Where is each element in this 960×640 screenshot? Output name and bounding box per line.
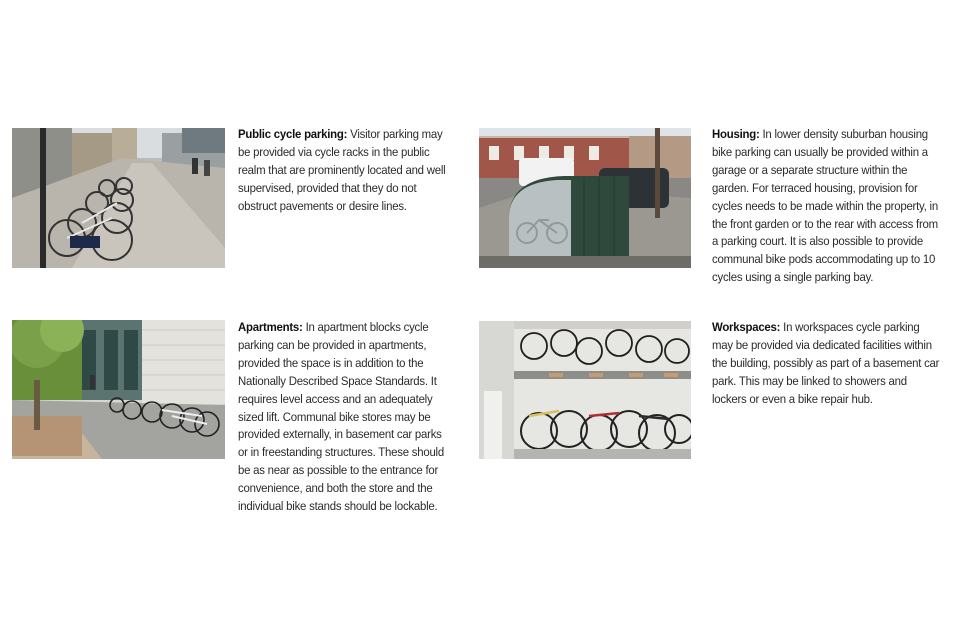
- apartment-bike-stands-photo: [12, 320, 225, 459]
- apartments-text: [238, 319, 448, 516]
- public-cycle-parking-heading: Public cycle parking:: [238, 127, 348, 141]
- housing-heading: Housing:: [712, 127, 760, 141]
- bike-pod-photo: [479, 128, 691, 268]
- apartments-heading: Apartments:: [238, 320, 303, 334]
- workspaces-body: In workspaces cycle parking may be provided via dedicated facilities within the building, possibly as part of a basement car park. This may be linked to showers and lockers or even a bike repair hub.: [712, 320, 940, 406]
- housing-body: In lower density suburban housing bike parking can usually be provided within a garage or a separate structure within the garden. For terraced housing, provision for cycles needs to be made within the property, in the front garden or to the rear with access from a parking court. It is also possible to provide communal bike pods accommodating up to 10 cycles using a single parking bay.: [712, 127, 938, 285]
- housing-text: [712, 126, 940, 287]
- public-cycle-parking-body: Visitor parking may be provided via cycle racks in the public realm that are prominently located and well supervised, provided that they do not obstruct pavements or desire lines.: [238, 127, 446, 213]
- street-cycle-racks-photo: [12, 128, 225, 268]
- two-tier-bike-rack-photo: [479, 321, 691, 459]
- workspaces-text: [712, 319, 940, 409]
- public-cycle-parking-text: [238, 126, 448, 216]
- apartments-body: In apartment blocks cycle parking can be provided in apartments, provided the space is in addition to the Nationally Described Space Standards. It requires level access and an adequately sized lift. Communal bike stores may be provided externally, in basement car parks or in freestanding structures. These should be as near as possible to the entrance for convenience, and both the store and the individual bike stands should be lockable.: [238, 320, 444, 514]
- workspaces-heading: Workspaces:: [712, 320, 781, 334]
